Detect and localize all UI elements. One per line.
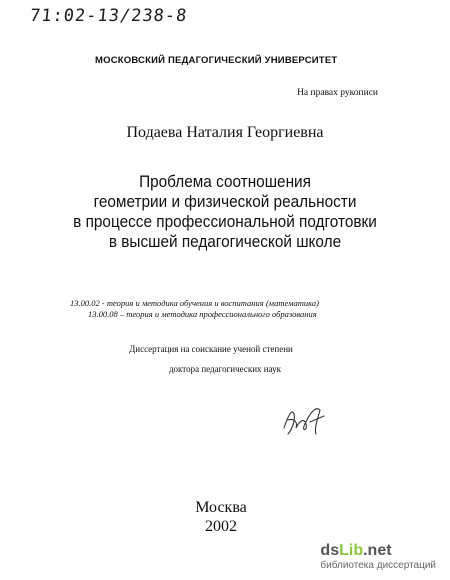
handwritten-signature: [280, 398, 330, 440]
specialty-line: 13.00.02 - теория и методика обучения и воспитания (математика): [70, 298, 319, 308]
specialty-codes: [70, 298, 319, 320]
manuscript-note: На правах рукописи: [297, 88, 378, 98]
title-line: в высшей педагогической школе: [108, 233, 342, 251]
city: Москва: [195, 499, 247, 516]
place-and-year: [0, 498, 450, 536]
author-name: Подаева Наталия Георгиевна: [126, 124, 324, 141]
title-line: Проблема соотношения: [139, 173, 311, 191]
year: 2002: [205, 518, 237, 535]
university-name: МОСКОВСКИЙ ПЕДАГОГИЧЕСКИЙ УНИВЕРСИТЕТ: [95, 55, 338, 66]
watermark-logo: dsLib.net: [320, 542, 392, 559]
specialty-line: 13.00.08 – теория и методика профессионального образования: [88, 309, 317, 319]
archive-code: 71:02-13/238-8: [28, 6, 189, 26]
degree-statement: [0, 344, 450, 384]
watermark-caption: библиотека диссертаций: [320, 560, 436, 571]
degree-line: Диссертация на соискание ученой степени: [129, 344, 293, 354]
title-line: геометрии и физической реальности: [93, 193, 357, 211]
degree-line: доктора педагогических наук: [168, 364, 282, 374]
title-line: в процессе профессиональной подготовки: [73, 213, 377, 231]
watermark[interactable]: [320, 542, 436, 572]
dissertation-title: [16, 172, 435, 252]
